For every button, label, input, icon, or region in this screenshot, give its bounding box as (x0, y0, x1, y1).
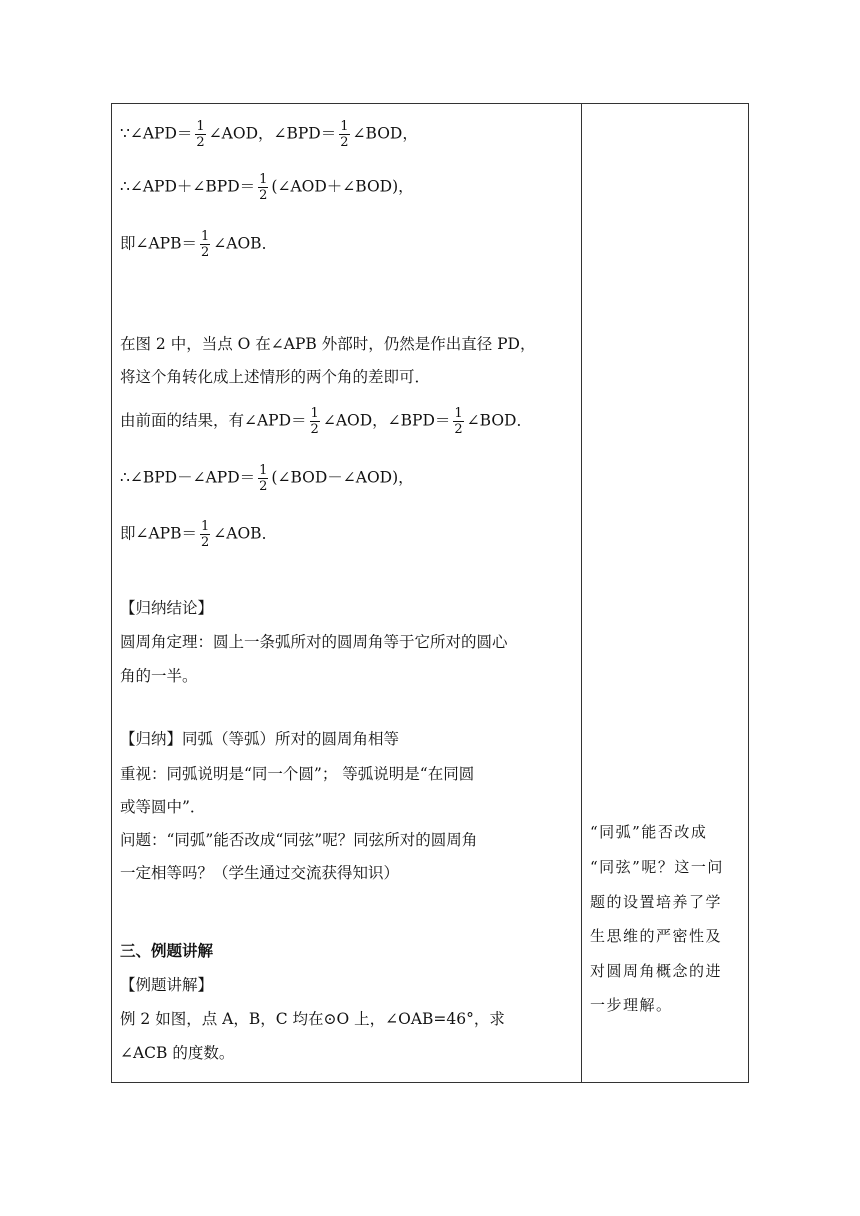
note-line: 生思维的严密性及 (590, 927, 723, 945)
text-line: 将这个角转化成上述情形的两个角的差即可． (120, 368, 431, 386)
fraction: $\frac{1}{2}$ (201, 519, 210, 550)
fraction: $\frac{1}{2}$ (196, 119, 205, 150)
fraction: $\frac{1}{2}$ (259, 172, 268, 203)
proof-line-7: ∴∠BPD－∠APD＝ $\frac{1}{2}$ (∠BOD－∠AOD)， (120, 463, 414, 494)
proof-line-3: 即∠APB＝ $\frac{1}{2}$ ∠AOB． (120, 229, 278, 260)
text-line: 或等圆中”． (120, 798, 206, 816)
text-line: ∠ACB 的度数。 (120, 1044, 235, 1062)
main-content-column (120, 104, 576, 1082)
fraction: $\frac{1}{2}$ (454, 406, 463, 437)
fraction: $\frac{1}{2}$ (201, 229, 210, 260)
text-line: 角的一半。 (120, 667, 198, 685)
note-line: 题的设置培养了学 (590, 893, 723, 911)
proof-line-1: ∵∠APD＝ $\frac{1}{2}$ ∠AOD，∠BPD＝ $\frac{1}{2}$ ∠BOD， (120, 119, 418, 150)
proof-line-6: 由前面的结果，有∠APD＝ $\frac{1}{2}$ ∠AOD，∠BPD＝ $\frac{1}{2}$ ∠BOD． (120, 406, 532, 437)
note-line: 对圆周角概念的进 (590, 962, 723, 980)
proof-line-2: ∴∠APD＋∠BPD＝ $\frac{1}{2}$ (∠AOD＋∠BOD)， (120, 172, 414, 203)
fraction: $\frac{1}{2}$ (340, 119, 349, 150)
section-label: 【例题讲解】 (120, 976, 214, 994)
text-line: 在图 2 中，当点 O 在∠APB 外部时，仍然是作出直径 PD， (120, 335, 536, 353)
text-line: 问题：“同弧”能否改成“同弦”呢？同弦所对的圆周角 (120, 831, 478, 849)
fraction: $\frac{1}{2}$ (310, 406, 319, 437)
lesson-table (111, 103, 749, 1083)
text-line: 圆周角定理：圆上一条弧所对的圆周角等于它所对的圆心 (120, 633, 508, 651)
text-line: 一定相等吗？（学生通过交流获得知识） (120, 864, 400, 882)
column-divider (581, 104, 582, 1082)
text-line: 重视：同弧说明是“同一个圆”； 等弧说明是“在同圆 (120, 765, 475, 783)
note-line: 一步理解。 (590, 996, 673, 1014)
side-notes-column (590, 104, 746, 1082)
section-heading: 三、例题讲解 (120, 941, 214, 960)
section-label: 【归纳】同弧（等弧）所对的圆周角相等 (120, 730, 400, 748)
section-label: 【归纳结论】 (120, 599, 214, 617)
proof-line-8: 即∠APB＝ $\frac{1}{2}$ ∠AOB． (120, 519, 278, 550)
fraction: $\frac{1}{2}$ (259, 463, 268, 494)
note-line: “同弧”能否改成 (590, 823, 708, 841)
note-line: “同弦”呢？这一问 (590, 858, 724, 876)
text-line: 例 2 如图，点 A，B，C 均在⊙O 上，∠OAB=46°，求 (120, 1010, 505, 1028)
